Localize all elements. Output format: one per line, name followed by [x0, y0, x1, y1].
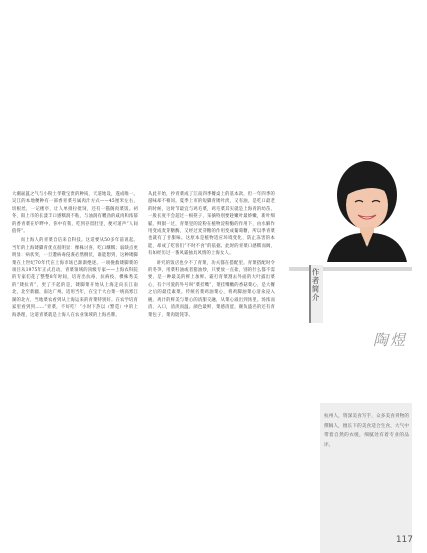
- paragraph: 讲究的饭店也少不了青菜，功夫都在搭配里。青菜搭配时令的冬笋，用菜籽油或者猪油炒，只要放一点盐，别的什么都不需要，是一种最美的鲜上加鲜。霜打青菜割去外面的大叶露出菜心，有个可爱的外号叫“菜挂嘴”，菜挂嘴嫩的香菇菜心，是大餐之后的最佳素菜。传统名菜鸡油菜心，将鸡脚油菜心清氽浸入碗，鸡汁的鲜美与菜心的清甜交融，从菜心溢出到汤里。汤浓而清、入口，清淡而温。颜色最鲜、菜感清涩，颇负盛名的还有青菜包子、菜肉馄饨等。: [148, 260, 275, 318]
- column-label: 作者简介: [311, 268, 320, 302]
- page-number: 117: [395, 535, 413, 545]
- divider-bar: [289, 267, 412, 271]
- author-signature: 陶煜: [373, 331, 408, 349]
- author-photo: [289, 147, 427, 262]
- article-column-middle: [148, 191, 275, 321]
- author-sidebar: [285, 147, 427, 553]
- author-bio: 杭州人，资深美食写手，众多美食刊物的撰稿人，擅长下的美食适合生食，大气中带着自然的衣缓，细腻处有着专业的品评。: [324, 414, 409, 448]
- article-column-left: [12, 191, 138, 321]
- paragraph: 从此开始，抄青菜成了江南四季餐桌上的基本款，但一年四季的滋味却不相同。夏季上市的短脚青矮叶淡，又有油，是吃口最老的时候，这时节最宜与鸡毛菜，鸡毛菜其实就是上海青的幼苗，一般长度不会超过一根筷子，采摘特别要趁嫩叶最娇嫩，新叶细腻，鲜甜一过，青菜里的淀粉在植物淀粉酶的作用下，由水解作用变成麦芽糖酶，又经过麦芽糖的作用变成葡萄糖，所以季青菜也就有了甘甜味。这原本是植物适应环境变化、防止冻害的本能，却成了吃客们“不时不食”的依据。此时的青菜口感糯而阔，有如经历过一番风霜抽具风情的上海女人。: [148, 192, 275, 257]
- paragraph: 大潮氤氲之气与小粉土孝敬宝贵的种质，天道地设，遂成唯一。吴江的本地粳种有一部香青菜号属肉汁方式——45厘米左右，切根丝，一记楼亭，让人单排拉批饲，还有一猫阁肉菜饭。初冬，阳上市的长漾丰口感糯润不粘，与油润有嚼劲的咸肉和浓郁的香青菜在炉畔中，你中有我，吃到存留肚里，便可道声“人间值得”。: [12, 192, 138, 235]
- paragraph: 而上海人的青菜自信来自科技。这话要从50多年前说起。当年的上海矮脚青优点很明显：棵株讨喜，吃口酥糯；弱缺点更明显：病状突，一旦遭病毒侵袭必然倒伏，谁能想到，这种矮脚菜在上世纪70年代在上海市场已渐渐绝迹。一项挽救矮脚菜的项目从1975年正式启动，青菜领域的顶级专家——上海农科院的专家们花了整整8年时间，培育出抗毒、抗病疫、棵株秀美的“矮抗青”，更了不起的是，矮脚菜开始从上海走向长江南北，北至新疆、南达广州。适用当年，在宝于大白菜一统高寒江湖的北方，当地菜农看到从上海运来的青菜特别好。在农学培育家里看到到……“青菜，不好吃！”小时下热以（繁觅）中的上海条理，这道青菜就是上海人在农业领域的上海名牌。: [12, 238, 138, 318]
